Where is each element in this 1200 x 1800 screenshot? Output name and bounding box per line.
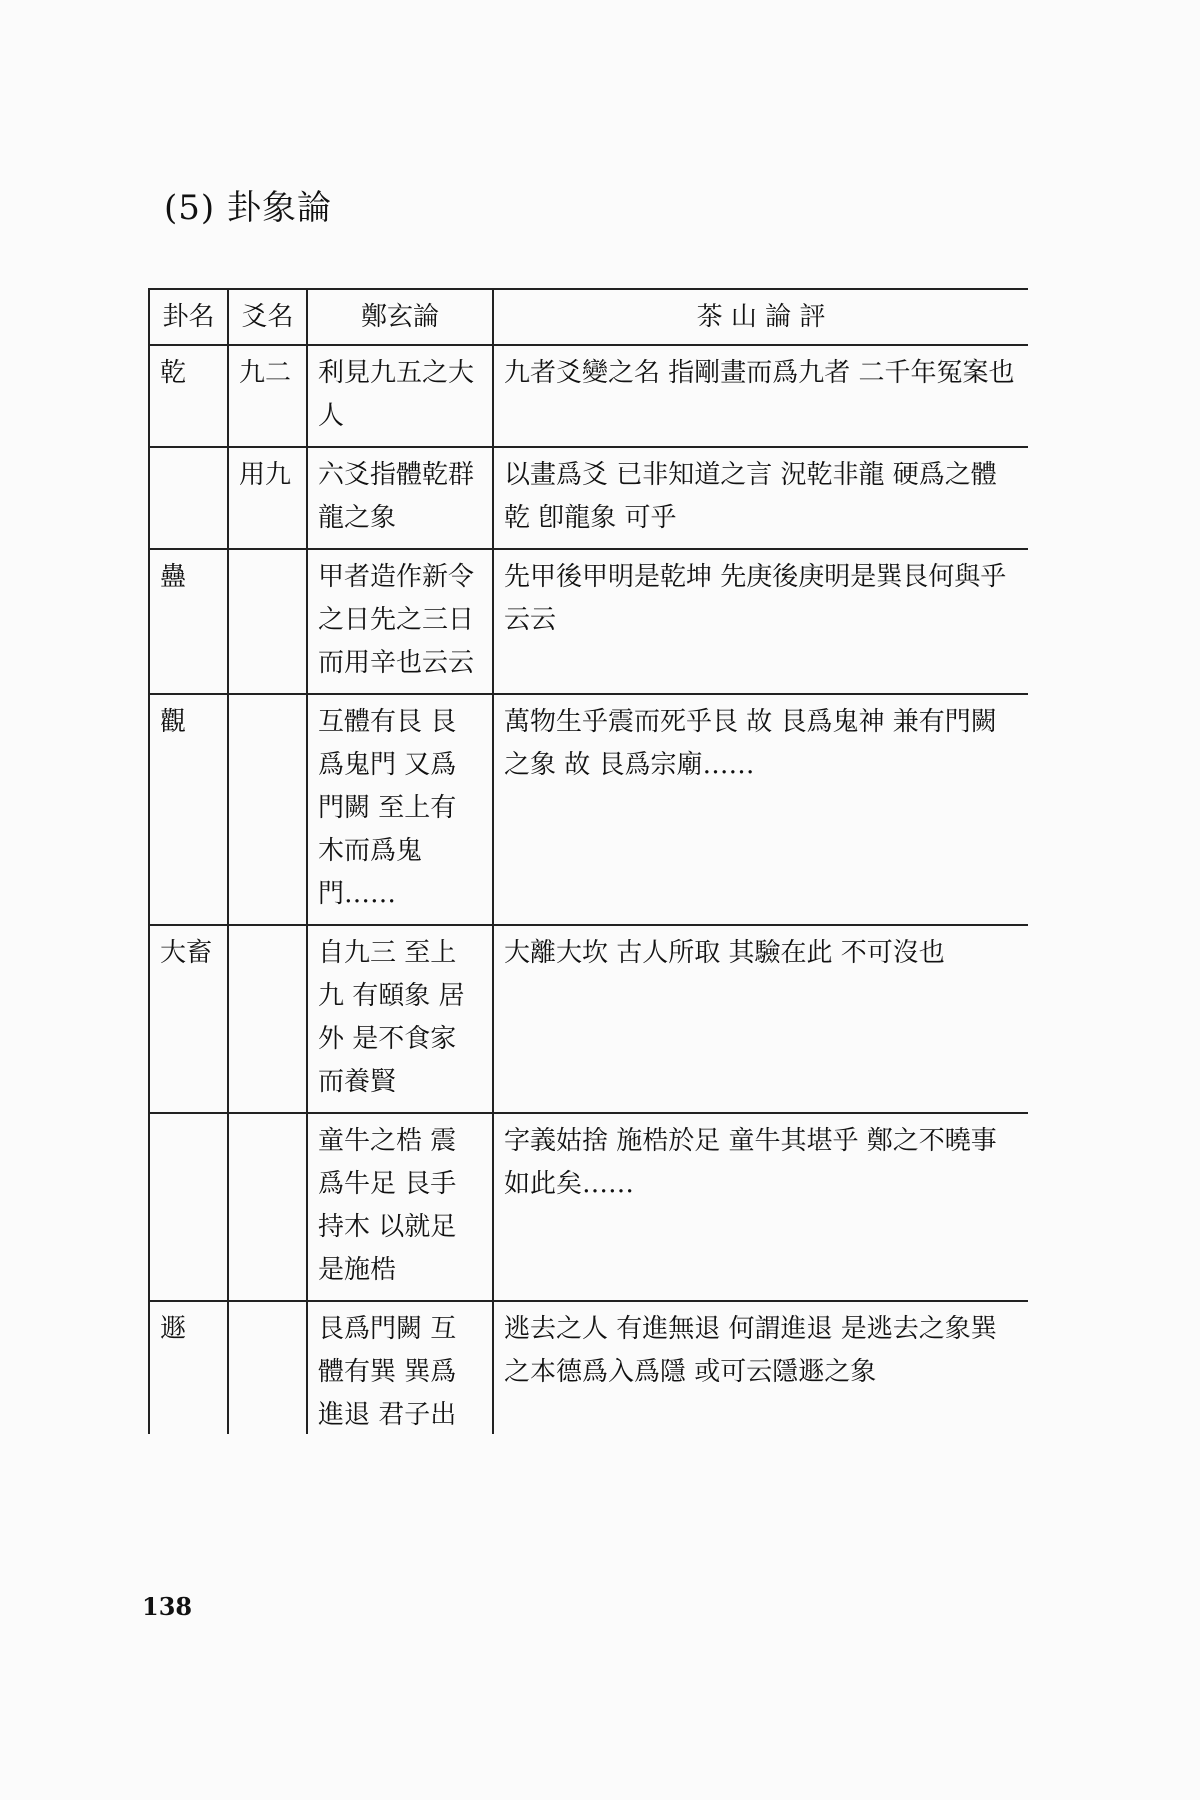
table-row [149,694,1028,925]
table-row [149,345,1028,447]
page-number: 138 [142,1592,193,1621]
cell-dasan: 萬物生乎震而死乎艮 故 艮爲鬼神 兼有門闕之象 故 艮爲宗廟…… [493,694,1028,925]
cell-dasan: 以畫爲爻 已非知道之言 況乾非龍 硬爲之體乾 卽龍象 可乎 [493,447,1028,549]
cell-yao: 九二 [228,345,307,447]
cell-zheng: 艮爲門闕 互體有巽 巽爲進退 君子出 [307,1301,493,1434]
cell-dasan: 大離大坎 古人所取 其驗在此 不可沒也 [493,925,1028,1113]
cell-dasan: 先甲後甲明是乾坤 先庚後庚明是巽艮何與乎云云 [493,549,1028,694]
table-row [149,447,1028,549]
cell-yao [228,1301,307,1434]
cell-yao: 用九 [228,447,307,549]
cell-zheng: 六爻指體乾群龍之象 [307,447,493,549]
cell-zheng: 互體有艮 艮爲鬼門 又爲門闕 至上有木而爲鬼門…… [307,694,493,925]
cell-gua: 蠱 [149,549,228,694]
cell-zheng: 童牛之梏 震爲牛足 艮手持木 以就足是施梏 [307,1113,493,1301]
header-gua: 卦名 [149,289,228,345]
cell-yao [228,549,307,694]
hexagram-table [148,288,1028,1434]
table-row [149,549,1028,694]
cell-dasan: 逃去之人 有進無退 何謂進退 是逃去之象巽之本德爲入爲隱 或可云隱遯之象 [493,1301,1028,1434]
cell-zheng: 自九三 至上九 有頤象 居外 是不食家而養賢 [307,925,493,1113]
cell-gua [149,1113,228,1301]
cell-gua: 大畜 [149,925,228,1113]
table-frame [148,288,1028,1434]
cell-yao [228,925,307,1113]
cell-gua: 觀 [149,694,228,925]
header-dasan-review: 茶 山 論 評 [493,289,1028,345]
cell-yao [228,1113,307,1301]
cell-zheng: 甲者造作新令之日先之三日而用辛也云云 [307,549,493,694]
header-zheng-xuan: 鄭玄論 [307,289,493,345]
cell-dasan: 字義姑捨 施梏於足 童牛其堪乎 鄭之不曉事 如此矣…… [493,1113,1028,1301]
cell-dasan: 九者爻變之名 指剛畫而爲九者 二千年冤案也 [493,345,1028,447]
cell-gua [149,447,228,549]
header-yao: 爻名 [228,289,307,345]
cell-zheng: 利見九五之大人 [307,345,493,447]
header-row [149,289,1028,345]
table-row [149,1301,1028,1434]
table-row [149,925,1028,1113]
cell-yao [228,694,307,925]
table-row [149,1113,1028,1301]
cell-gua: 遯 [149,1301,228,1434]
section-title: (5) 卦象論 [164,188,332,228]
cell-gua: 乾 [149,345,228,447]
